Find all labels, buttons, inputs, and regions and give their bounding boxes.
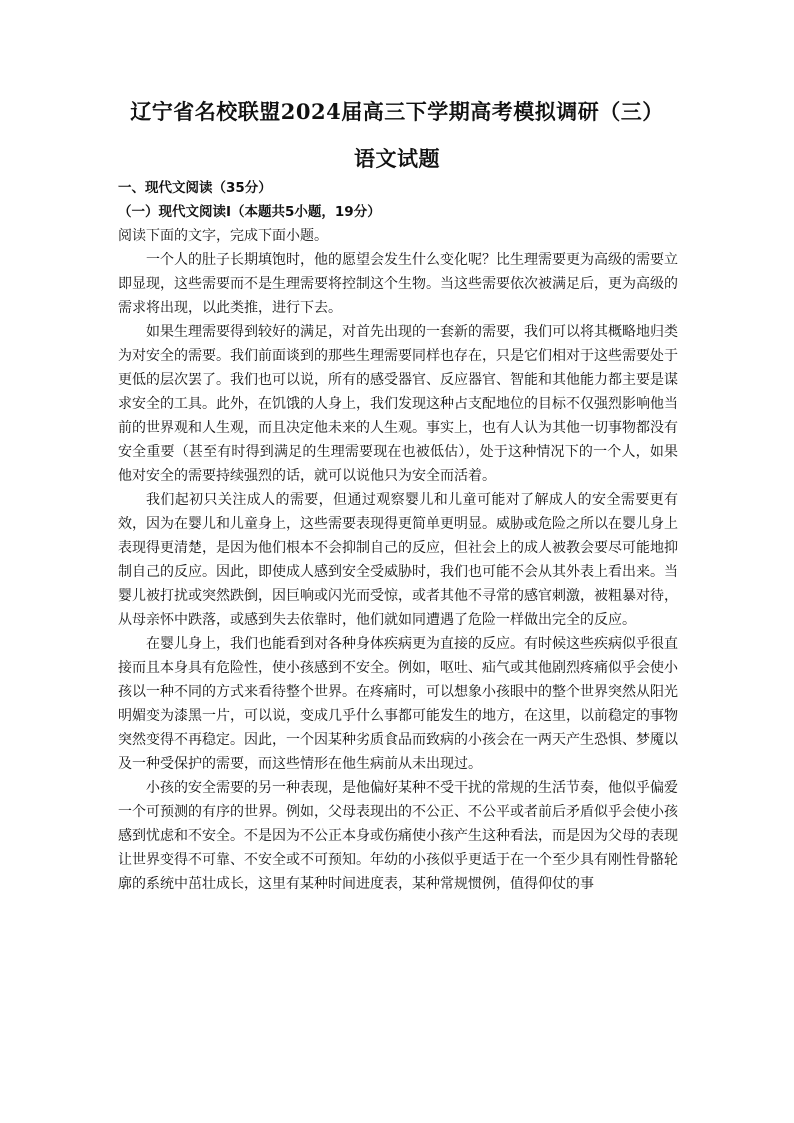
document-body bbox=[118, 176, 678, 896]
passage-paragraph-4: 在婴儿身上，我们也能看到对各种身体疾病更为直接的反应。有时候这些疾病似乎很直接而且本身具有危险性，使小孩感到不安全。例如，呕吐、疝气或其他剧烈疼痛似乎会使小孩以一种不同的方式来看待整个世界。在疼痛时，可以想象小孩眼中的整个世界突然从阳光明媚变为漆黑一片，可以说，变成几乎什么事都可能发生的地方，在这里，以前稳定的事物突然变得不再稳定。因此，一个因某种劣质食品而致病的小孩会在一两天产生恐惧、梦魇以及一种受保护的需要，而这些情形在他生病前从未出现过。 bbox=[118, 636, 678, 772]
passage-paragraph-5: 小孩的安全需要的另一种表现，是他偏好某种不受干扰的常规的生活节奏，他似乎偏爱一个可预测的有序的世界。例如，父母表现出的不公正、不公平或者前后矛盾似乎会使小孩感到忧虑和不安全。不是因为不公正本身或伤痛使小孩产生这种看法，而是因为父母的表现让世界变得不可靠、不安全或不可预知。年幼的小孩似乎更适于在一个至少具有刚性骨骼轮廓的系统中茁壮成长，这里有某种时间进度表，某种常规惯例，值得仰仗的事 bbox=[118, 780, 678, 892]
subsection-heading: （一）现代文阅读Ⅰ（本题共5小题，19分） bbox=[118, 204, 381, 220]
document-title: 辽宁省名校联盟2024届高三下学期高考模拟调研（三） bbox=[130, 99, 664, 124]
passage-paragraph-1: 一个人的肚子长期填饱时，他的愿望会发生什么变化呢？比生理需要更为高级的需要立即显现，这些需要而不是生理需要将控制这个生物。当这些需要依次被满足后，更为高级的需求将出现，以此类推，进行下去。 bbox=[118, 252, 678, 316]
reading-instruction: 阅读下面的文字，完成下面小题。 bbox=[118, 228, 328, 244]
passage-paragraph-3: 我们起初只关注成人的需要，但通过观察婴儿和儿童可能对了解成人的安全需要更有效，因为在婴儿和儿童身上，这些需要表现得更简单更明显。威胁或危险之所以在婴儿身上表现得更清楚，是因为他们根本不会抑制自己的反应，但社会上的成人被教会要尽可能地抑制自己的反应。因此，即使成人感到安全受威胁时，我们也可能不会从其外表上看出来。当婴儿被打扰或突然跌倒，因巨响或闪光而受惊，或者其他不寻常的感官刺激，被粗暴对待，从母亲怀中跌落，或感到失去依靠时，他们就如同遭遇了危险一样做出完全的反应。 bbox=[118, 492, 678, 628]
section-heading: 一、现代文阅读（35分） bbox=[118, 180, 272, 196]
passage-paragraph-2: 如果生理需要得到较好的满足，对首先出现的一套新的需要，我们可以将其概略地归类为对安全的需要。我们前面谈到的那些生理需要同样也存在，只是它们相对于这些需要处于更低的层次罢了。我们也可以说，所有的感受器官、反应器官、智能和其他能力都主要是谋求安全的工具。此外，在饥饿的人身上，我们发现这种占支配地位的目标不仅强烈影响他当前的世界观和人生观，而且决定他未来的人生观。事实上，也有人认为其他一切事物都没有安全重要（甚至有时得到满足的生理需要现在也被低估），处于这种情况下的一个人，如果他对安全的需要持续强烈的话，就可以说他只为安全而活着。 bbox=[118, 324, 678, 484]
document-subtitle: 语文试题 bbox=[354, 146, 440, 171]
